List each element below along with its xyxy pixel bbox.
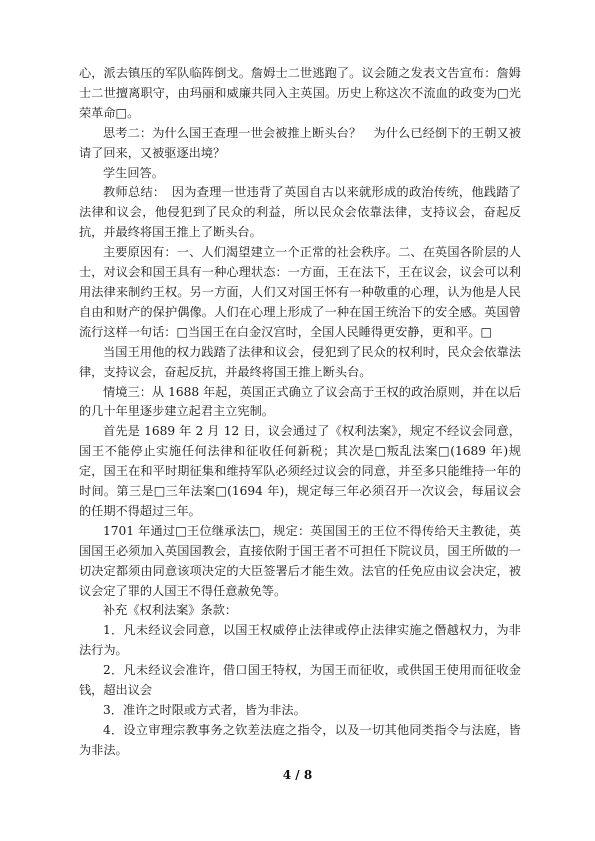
paragraph-main-reasons: 主要原因有：一、人们渴望建立一个正常的社会秩序。二、在英国各阶层的人士，对议会和国王具有一种心理状态：一方面，王在法下，王在议会，议会可以利用法律来制约王权。另一方面，人们又对国王怀有一种敬重的心理，认为他是人民自由和财产的保护偶像。人们在心理上形成了一种在国王统治下的安全感。英国曾流行这样一句话：□当国王在白金汉宫时，全国人民睡得更安静，更和平。□	[79, 245, 521, 339]
paragraph-scenario-three: 情境三：从 1688 年起，英国正式确立了议会高于王权的政治原则，并在以后的几十年里逐步建立起君主立宪制。	[79, 384, 521, 419]
paragraph-supplement-heading: 补充《权利法案》条款：	[103, 603, 238, 618]
paragraph-act-of-settlement: 1701 年通过□王位继承法□，规定：英国国王的王位不得传给天主教徒，英国国王必须加入英国国教会，直接依附于国王者不可担任下院议员，国王所做的一切决定都须由同意该项决定的大臣签署后才能生效。法官的任免应由议会决定，被议会定了罪的人国王不得任意赦免等。	[79, 523, 521, 598]
list-item-3: 3．准许之时限或方式者，皆为非法。	[103, 703, 306, 717]
page-number: 4 / 8	[282, 768, 313, 782]
paragraph-question-two: 思考二：为什么国王查理一世会被推上断头台？ 为什么已经倒下的王朝又被请了回来，又被驱逐出境？	[79, 125, 521, 160]
list-item-2: 2．凡未经议会准许，借口国王特权，为国王而征收，或供国王使用而征收金钱，超出议会	[79, 663, 521, 698]
paragraph-king-law: 当国王用他的权力践踏了法律和议会，侵犯到了民众的权利时，民众会依靠法律，支持议会，奋起反抗，并最终将国王推上断头台。	[79, 344, 521, 379]
list-item-1: 1．凡未经议会同意，以国王权威停止法律或停止法律实施之僭越权力，为非法行为。	[79, 623, 521, 658]
body-text	[79, 64, 521, 761]
list-item-4: 4．设立审理宗教事务之钦差法庭之指令，以及一切其他同类指令与法庭，皆为非法。	[79, 722, 521, 757]
paragraph-bill-of-rights: 首先是 1689 年 2 月 12 日，议会通过了《权利法案》，规定不经议会同意，国王不能停止实施任何法律和征收任何新税；其次是□叛乱法案□(1689 年)规定，国王在和平时期征集和维持军队必须经过议会的同意，并至多只能维持一年的时间。第三是□三年法案□(1694 年)，规定每三年必须召开一次议会，每届议会的任期不得超过三年。	[79, 424, 521, 518]
paragraph-student-answer: 学生回答。	[103, 165, 164, 180]
paragraph-teacher-summary: 教师总结： 因为查理一世违背了英国自古以来就形成的政治传统，他践踏了法律和议会，他侵犯到了民众的利益，所以民众会依靠法律，支持议会，奋起反抗，并最终将国王推上了断头台。	[79, 185, 521, 240]
paragraph-continuation: 心，派去镇压的军队临阵倒戈。詹姆士二世逃跑了。议会随之发表文告宣布：詹姆士二世擅离职守，由玛丽和威廉共同入主英国。历史上称这次不流血的政变为□光荣革命□。	[79, 66, 521, 120]
